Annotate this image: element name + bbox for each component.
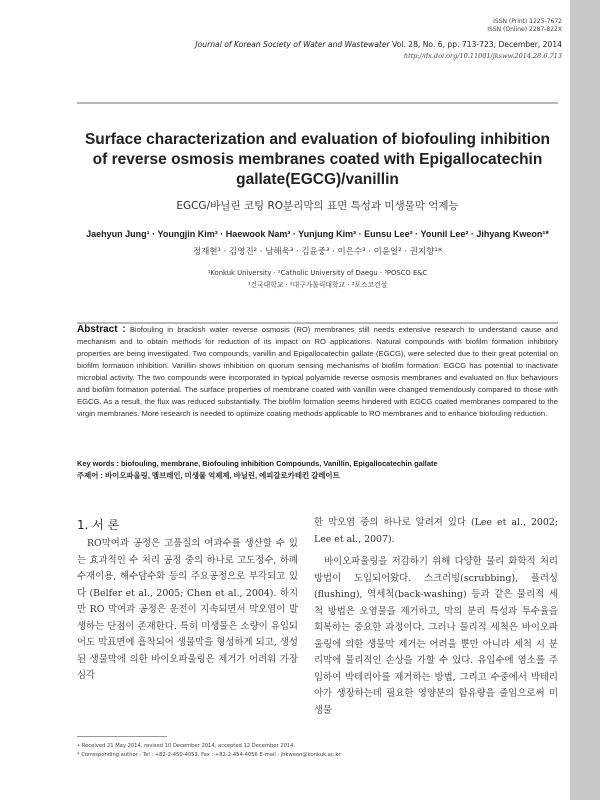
abstract-label: Abstract : <box>77 324 126 335</box>
affiliation-korean: ¹건국대학교 · ²대구가톨릭대학교 · ³포스코건설 <box>247 281 388 289</box>
paper-title-korean: EGCG/바닐린 코팅 RO분리막의 표면 특성과 미생물막 억제능 <box>176 200 459 212</box>
title-block <box>77 102 558 324</box>
abstract <box>77 324 558 420</box>
author-list: Jaehyun Jung¹ · Youngjin Kim² · Haewook Nam³ · Yunjung Kim³ · Eunsu Lee³ · Younil Lee² · Jihyang Kweon¹* <box>86 229 549 239</box>
footnote-divider <box>77 736 167 737</box>
paragraph: 바이오파울링을 저감하기 위해 다양한 물리 화학적 처리 방법이 도입되어왔다. 스크러빙(scrubbing), 플러싱(flushing), 역세척(back-washing) 등과 같은 물리적 세척 방법은 오염물을 제거하고, 막의 분리 특성과 투수율을 회복하는 중요한 과정이다. 그러나 물리적 세척은 바이오파울링에 의한 생물막 제거는 어려울 뿐만 아니라 세척 시 분리막에 물리적인 손상을 가할 수 있다. 유입수에 염소를 주입하여 박테리아를 제거하는 방법, 그리고 수중에서 박테리아가 생장하는데 필요한 영양분의 함유량을 줄임으로써 미생물 <box>314 556 558 716</box>
issn-print: ISSN (Print) 1225-7672 <box>493 18 562 25</box>
issn-online: ISSN (Online) 2287-822X <box>487 26 562 33</box>
journal-citation <box>195 40 562 49</box>
journal-name: Journal of Korean Society of Water and Wastewater <box>195 40 390 49</box>
abstract-text: Biofouling in brackish water reverse osmosis (RO) membranes still needs extensive research to understand cause and mechanism and to obtain methods for reduction of its impact on RO applications. Natural compounds with biofilm formation inhibitory properties are being investigated. Two compounds, vanillin and Epigallocatechin gallate (EGCG), were selected due to their great potential on biofilm formation inhibition. Vanillin shows inhibition on quorum sensing mechanisms of biofilm formation. EGCG has potential to inactivate microbial activity. The two compounds were incorporated in typical polyamide reverse osmosis membranes and evaluated on flux behaviours and biofilm formation potential. The surface properties of membrane coated with vanillin were changed tremendously compared to those with EGCG. As a result, the flux was reduced substantially. The biofilm formation seems hindered with EGCG coated membranes compared to the virgin membranes. More research is needed to optimize coating methods applicable to RO membranes and to enhance biofouling reduction. <box>77 325 558 418</box>
body-column-right <box>314 515 558 719</box>
doi-link[interactable]: http://dx.doi.org/10.11001/jksww.2014.28.6.713 <box>403 52 562 60</box>
author-list-korean: 정재현¹ · 김영진² · 남해욱³ · 김윤중³ · 이은수³ · 이윤일² · 권지향¹* <box>192 247 443 257</box>
keywords-english: Key words : biofouling, membrane, Biofouling inhibition Compounds, Vanillin, Epigallocatechin gallate <box>77 459 438 468</box>
issn-block <box>487 18 562 34</box>
section-heading: 1. 서 론 <box>77 518 120 532</box>
paper-title: Surface characterization and evaluation of biofouling inhibition of reverse osmosis membranes coated with Epigallocatechin gallate(EGCG)/vanillin <box>84 131 551 188</box>
side-decorative-bar <box>570 0 600 800</box>
footnotes <box>77 742 341 760</box>
footnote-received: • Received 21 May 2014, revised 10 December 2014, accepted 12 December 2014. <box>77 743 296 749</box>
paragraph: 한 막오염 중의 하나로 알려져 있다 (Lee et al., 2002; Lee et al., 2007). <box>314 517 558 545</box>
keywords <box>77 458 558 482</box>
footnote-corresponding: * Corresponding author : Tel : +82-2-450-4053, Fax : +82-2-454-4056 E-mail : jhkweon@konkuk.ac.kr <box>77 752 341 758</box>
keywords-korean: 주제어 : 바이오파울링, 멤브레인, 미생물 억제제, 바닐린, 에피갈로카테킨 갈레이트 <box>77 471 340 480</box>
affiliation-english: ¹Konkuk University · ²Catholic University of Daegu · ³POSCO E&C <box>207 269 428 277</box>
volume-info: Vol. 28, No. 6, pp. 713-723, December, 2014 <box>392 40 562 49</box>
paragraph: RO막여과 공정은 고품질의 여과수를 생산할 수 있는 효과적인 수 처리 공정 중의 하나로 고도정수, 하폐수재이용, 해수담수화 등의 주요공정으로 부각되고 있다 (Belfer et al., 2005; Chen et al., 2004). 하지만 RO 막여과 공정은 운전이 지속되면서 막오염이 발생하는 단점이 존재한다. 특히 미생물은 소량이 유입되어도 막표면에 흡착되어 생물막을 형성하게 되고, 생성된 생물막에 의한 바이오파울링은 제거가 어려워 가장 심각 <box>77 538 298 681</box>
body-column-left <box>77 536 298 685</box>
affiliations <box>77 267 558 291</box>
